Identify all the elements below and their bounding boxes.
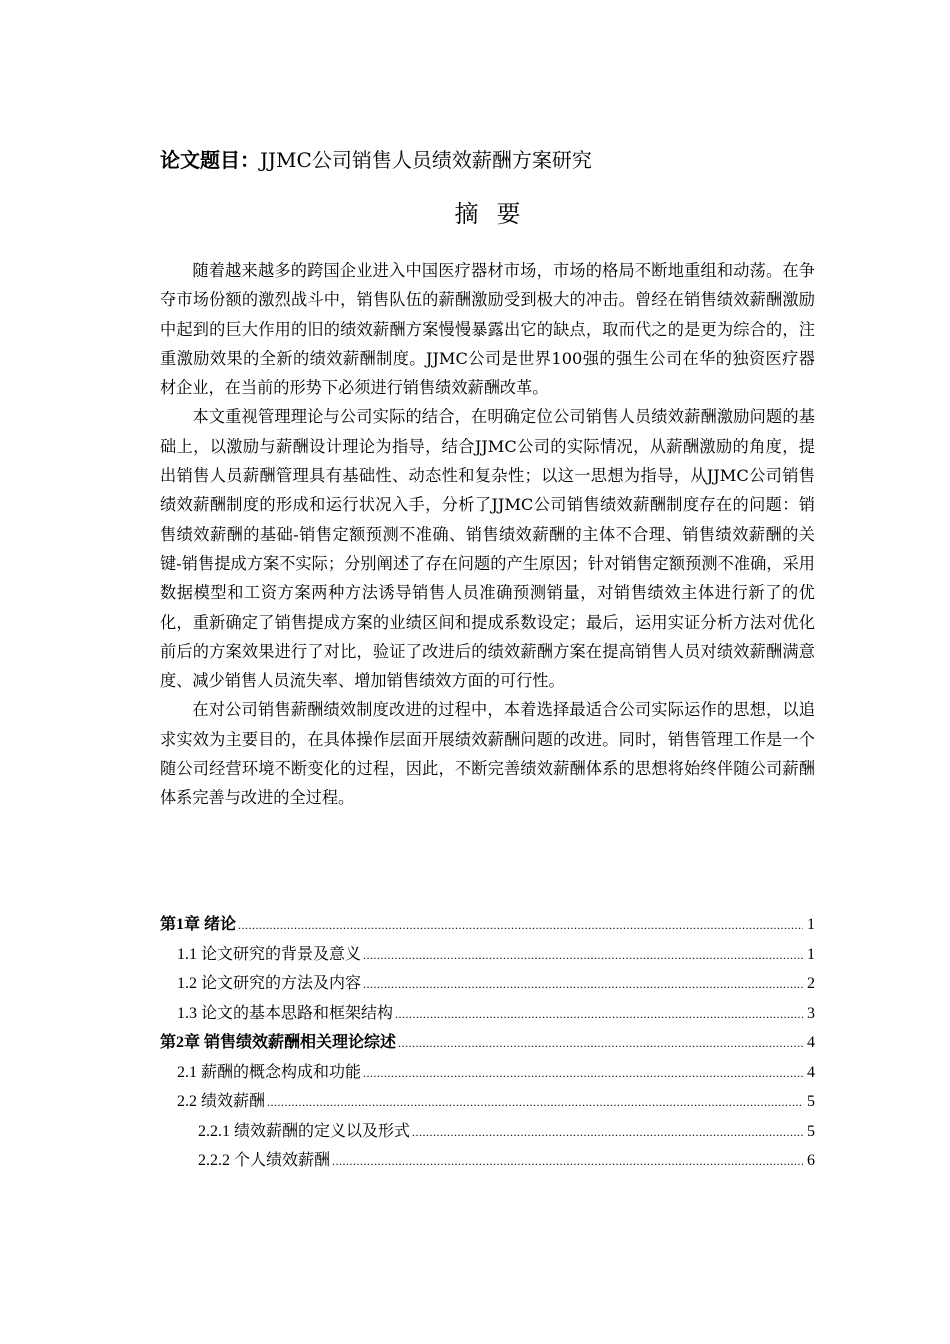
toc-entry-title: 第1章 绪论 [160, 916, 237, 933]
toc-leader-dots [363, 1059, 803, 1089]
paper-title-label: 论文题目： [160, 148, 260, 172]
toc-entry[interactable] [160, 1146, 815, 1176]
toc-leader-dots [332, 1147, 803, 1177]
toc-leader-dots [398, 1029, 803, 1059]
toc-entry-page: 5 [807, 1122, 815, 1140]
toc-entry-page: 1 [807, 916, 815, 933]
toc-leader-dots [363, 941, 803, 971]
paper-title [160, 146, 820, 174]
toc-entry[interactable] [160, 940, 815, 970]
toc-leader-dots [267, 1088, 803, 1118]
toc-leader-dots [412, 1118, 803, 1148]
toc-entry[interactable] [160, 1028, 815, 1058]
toc-entry-title: 2.2 绩效薪酬 [177, 1093, 266, 1110]
toc-entry-page: 3 [807, 1004, 815, 1022]
abstract-body [160, 256, 815, 813]
abstract-paragraph: 在对公司销售薪酬绩效制度改进的过程中，本着选择最适合公司实际运作的思想，以追求实效为主要目的，在具体操作层面开展绩效薪酬问题的改进。同时，销售管理工作是一个随公司经营环境不断变化的过程，因此，不断完善绩效薪酬体系的思想将始终伴随公司薪酬体系完善与改进的全过程。 [160, 700, 815, 808]
toc-entry-page: 6 [807, 1152, 815, 1169]
abstract-paragraph: 随着越来越多的跨国企业进入中国医疗器材市场，市场的格局不断地重组和动荡。在争夺市场份额的激烈战斗中，销售队伍的薪酬激励受到极大的冲击。曾经在销售绩效薪酬激励中起到的巨大作用的旧的绩效薪酬方案慢慢暴露出它的缺点，取而代之的是更为综合的，注重激励效果的全新的绩效薪酬制度。JJMC公司是世界100强的强生公司在华的独资医疗器材企业，在当前的形势下必须进行销售绩效薪酬改革。 [160, 261, 815, 398]
toc-entry-title: 2.2.2 个人绩效薪酬 [198, 1152, 331, 1169]
abstract-heading: 摘要 [454, 200, 539, 228]
toc-entry-page: 5 [807, 1093, 815, 1110]
toc-entry-page: 2 [807, 975, 815, 992]
toc-entry[interactable] [160, 910, 815, 940]
toc-entry[interactable] [160, 1087, 815, 1117]
toc-entry-page: 4 [807, 1063, 815, 1081]
toc-leader-dots [238, 911, 803, 941]
toc-entry-page: 4 [807, 1034, 815, 1051]
toc-entry-title: 1.3 论文的基本思路和框架结构 [177, 1004, 394, 1022]
toc-entry[interactable] [160, 969, 815, 999]
paper-title-text: JJMC公司销售人员绩效薪酬方案研究 [260, 148, 592, 172]
toc-entry-title: 2.1 薪酬的概念构成和功能 [177, 1063, 362, 1081]
toc-entry-page: 1 [807, 945, 815, 963]
toc-leader-dots [395, 1000, 803, 1030]
toc-leader-dots [363, 970, 803, 1000]
toc-entry[interactable] [160, 1117, 815, 1147]
toc-entry-title: 第2章 销售绩效薪酬相关理论综述 [160, 1034, 397, 1051]
toc-entry[interactable] [160, 999, 815, 1029]
toc-entry-title: 1.2 论文研究的方法及内容 [177, 975, 362, 992]
abstract-paragraph: 本文重视管理理论与公司实际的结合，在明确定位公司销售人员绩效薪酬激励问题的基础上，以激励与薪酬设计理论为指导，结合JJMC公司的实际情况，从薪酬激励的角度，提出销售人员薪酬管理具有基础性、动态性和复杂性；以这一思想为指导，从JJMC公司销售绩效薪酬制度的形成和运行状况入手，分析了JJMC公司销售绩效薪酬制度存在的问题：销售绩效薪酬的基础-销售定额预测不准确、销售绩效薪酬的主体不合理、销售绩效薪酬的关键-销售提成方案不实际；分别阐述了存在问题的产生原因；针对销售定额预测不准确，采用数据模型和工资方案两种方法诱导销售人员准确预测销量，对销售绩效主体进行新了的优化，重新确定了销售提成方案的业绩区间和提成系数设定；最后，运用实证分析方法对优化前后的方案效果进行了对比，验证了改进后的绩效薪酬方案在提高销售人员对绩效薪酬满意度、减少销售人员流失率、增加销售绩效方面的可行性。 [160, 407, 815, 691]
toc-entry-title: 2.2.1 绩效薪酬的定义以及形式 [198, 1122, 411, 1140]
table-of-contents [160, 910, 815, 1176]
toc-entry-title: 1.1 论文研究的背景及意义 [177, 945, 362, 963]
toc-entry[interactable] [160, 1058, 815, 1088]
